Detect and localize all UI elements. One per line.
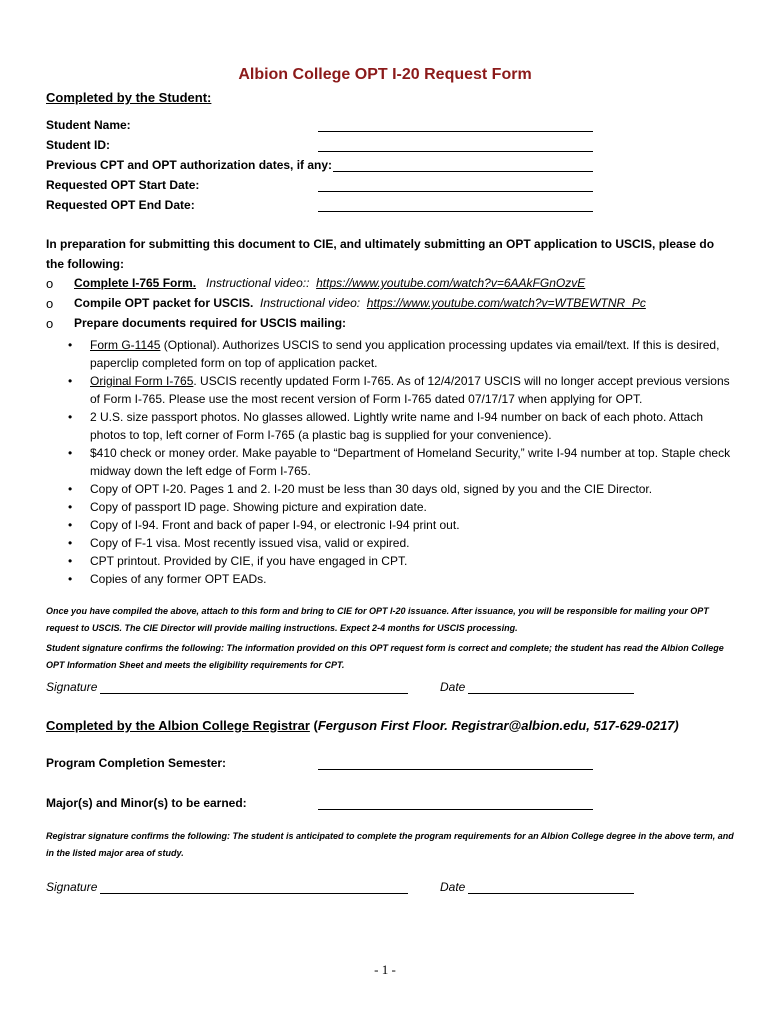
list-item: • Copy of F-1 visa. Most recently issued visa, valid or expired.: [68, 536, 410, 550]
student-signature-field[interactable]: [100, 693, 408, 694]
compile-notice: Once you have compiled the above, attach to this form and bring to CIE for OPT I-20 issuance. After issuance, you will be responsible for mailing your OPT request to USCIS. The CIE Director will provide mailing instructions. Expect 2-4 months for USCIS processing.: [46, 606, 709, 633]
list-item: • Original Form I-765. USCIS recently updated Form I-765. As of 12/4/2017 USCIS will no longer accept previous versions of Form I-765. Please use the most recent version of Form I-765 dated 07/17/17 when applying for OPT.: [68, 374, 730, 406]
list-item: • Form G-1145 (Optional). Authorizes USCIS to send you application processing updates via email/text. If this is desired, paperclip completed form on top of application packet.: [68, 338, 720, 370]
step-1: [74, 276, 585, 290]
video-label-1: Instructional video::: [206, 276, 310, 290]
registrar-date-label: Date: [440, 880, 466, 894]
completion-semester-label: Program Completion Semester:: [46, 756, 227, 770]
registrar-section-heading: Completed by the Albion College Registrar (Ferguson First Floor. Registrar@albion.edu, 517-629-0217): [46, 718, 679, 733]
list-item: • Copy of passport ID page. Showing picture and expiration date.: [68, 500, 427, 514]
list-item: • 2 U.S. size passport photos. No glasses allowed. Lightly write name and I-94 number on back of each photo. Attach photos to top, left corner of Form I-765 (a plastic bag is supplied for your convenience).: [68, 410, 704, 442]
student-name-label: Student Name:: [46, 118, 131, 132]
video-link-1[interactable]: https://www.youtube.com/watch?v=6AAkFGnOzvE: [316, 276, 586, 290]
step-2: [74, 296, 646, 310]
student-signature-notice: Student signature confirms the following: The information provided on this OPT request form is correct and complete; the student has read the Albion College OPT Information Sheet and meets the eligibility requirements for CPT.: [46, 643, 724, 670]
opt-start-label: Requested OPT Start Date:: [46, 178, 200, 192]
previous-dates-field[interactable]: [333, 171, 593, 172]
document-list: [66, 336, 736, 588]
step-marker: o: [46, 296, 54, 311]
opt-start-field[interactable]: [318, 191, 593, 192]
completion-semester-field[interactable]: [318, 769, 593, 770]
video-label-2: Instructional video:: [260, 296, 361, 310]
complete-i765-link[interactable]: Complete I-765 Form.: [74, 276, 197, 290]
student-id-field[interactable]: [318, 151, 593, 152]
registrar-date-field[interactable]: [468, 893, 634, 894]
previous-dates-label: Previous CPT and OPT authorization dates, if any:: [46, 158, 333, 172]
instructions-intro: In preparation for submitting this document to CIE, and ultimately submitting an OPT application to USCIS, please do the following:: [46, 237, 715, 271]
registrar-signature-notice: Registrar signature confirms the following: The student is anticipated to complete the program requirements for an Albion College degree in the above term, and in the listed major area of study.: [46, 831, 734, 858]
student-id-label: Student ID:: [46, 138, 110, 152]
list-item: • $410 check or money order. Make payable to “Department of Homeland Security,” write I-94 number at top. Staple check midway down the left edge of Form I-765.: [68, 446, 731, 478]
page-title: Albion College OPT I-20 Request Form: [238, 66, 532, 83]
opt-end-field[interactable]: [318, 211, 593, 212]
list-item: • Copy of OPT I-20. Pages 1 and 2. I-20 must be less than 30 days old, signed by you and the CIE Director.: [68, 482, 653, 496]
majors-minors-field[interactable]: [318, 809, 593, 810]
form-g1145-link[interactable]: Form G-1145: [90, 338, 161, 352]
student-section-heading: Completed by the Student:: [46, 90, 212, 105]
registrar-contact: Ferguson First Floor. Registrar@albion.edu, 517-629-0217): [317, 718, 679, 733]
student-date-label: Date: [440, 680, 466, 694]
page-number: - 1 -: [374, 962, 396, 977]
step-3: [74, 316, 346, 330]
step-marker: o: [46, 276, 54, 291]
compile-packet-label: Compile OPT packet for USCIS.: [74, 296, 254, 310]
registrar-signature-label: Signature: [46, 880, 98, 894]
majors-minors-label: Major(s) and Minor(s) to be earned:: [46, 796, 247, 810]
step-marker: o: [46, 316, 54, 331]
student-name-field[interactable]: [318, 131, 593, 132]
prepare-docs-label: Prepare documents required for USCIS mailing:: [74, 316, 347, 330]
list-item: • CPT printout. Provided by CIE, if you have engaged in CPT.: [68, 554, 408, 568]
list-item: • Copy of I-94. Front and back of paper I-94, or electronic I-94 print out.: [68, 518, 460, 532]
form-i765-link[interactable]: Original Form I-765: [90, 374, 194, 388]
registrar-signature-field[interactable]: [100, 893, 408, 894]
student-date-field[interactable]: [468, 693, 634, 694]
student-signature-label: Signature: [46, 680, 98, 694]
video-link-2[interactable]: https://www.youtube.com/watch?v=WTBEWTNR_Pc: [366, 296, 646, 310]
opt-end-label: Requested OPT End Date:: [46, 198, 195, 212]
list-item: • Copies of any former OPT EADs.: [68, 572, 267, 586]
